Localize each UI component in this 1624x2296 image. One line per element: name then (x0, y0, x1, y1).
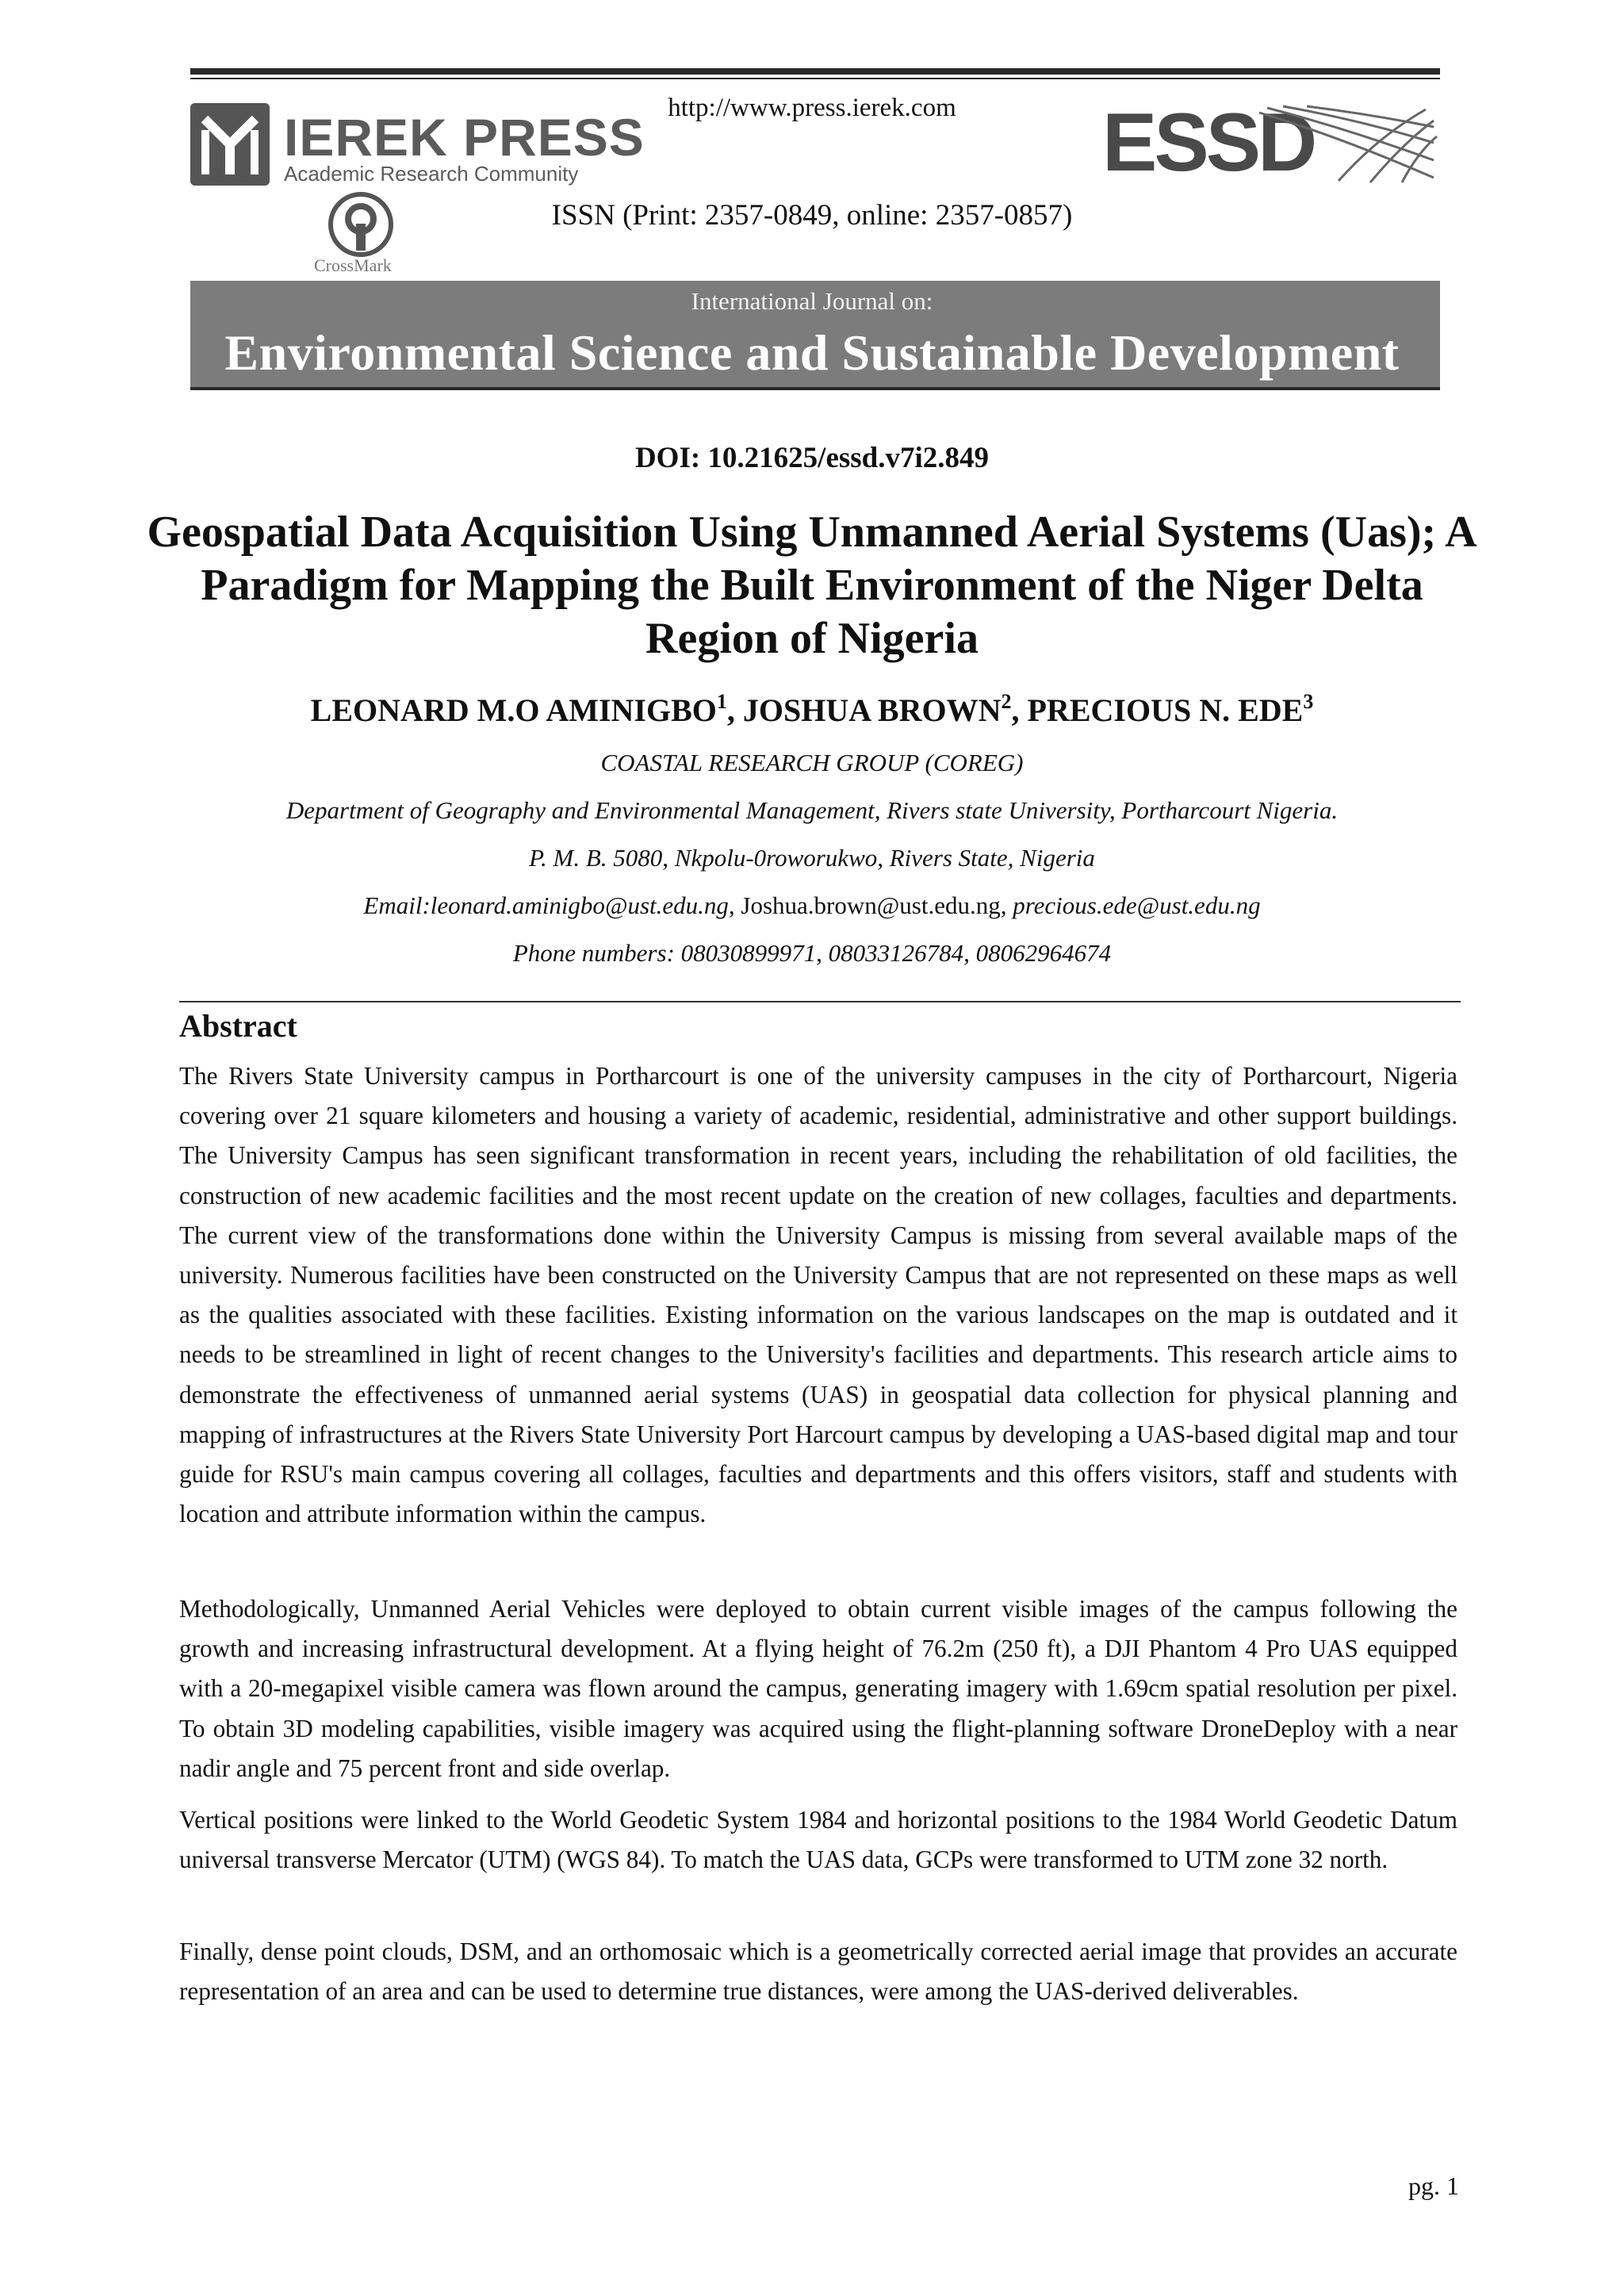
email-link[interactable]: Email:leonard.aminigbo@ust.edu.ng, (363, 891, 735, 919)
publisher-name: IEREK PRESS (284, 108, 645, 167)
phone-numbers: Phone numbers: 08030899971, 08033126784, 08062964674 (512, 939, 1112, 967)
globe-lines-icon (1101, 105, 1440, 184)
abstract-rule (179, 1001, 1461, 1002)
email-link[interactable]: , precious.ede@ust.edu.ng (1000, 891, 1261, 919)
banner-subtitle: International Journal on: (691, 287, 933, 315)
author-separator: , (726, 692, 743, 728)
postal-address: P. M. B. 5080, Nkpolu-0roworukwo, Rivers State, Nigeria (529, 844, 1095, 872)
email-line (0, 891, 1624, 920)
publisher-tagline: Academic Research Community (284, 162, 579, 186)
journal-url[interactable]: http://www.press.ierek.com (668, 94, 956, 122)
journal-title: Environmental Science and Sustainable Development (224, 324, 1400, 381)
top-rule-thin (190, 78, 1440, 79)
author-separator: , (1011, 692, 1028, 728)
abstract-paragraph: The Rivers State University campus in Portharcourt is one of the university campuses in the city of Portharcourt, Nigeria covering over 21 square kilometers and housing a variety of academic, residential, administrative and other support buildings. The University Campus has seen significant transformation in recent years, including the rehabilitation of old facilities, the construction of new academic facilities and the most recent update on the creation of new collages, faculties and departments. The current view of the transformations done within the University Campus is missing from several available maps of the university. Numerous facilities have been constructed on the University Campus that are not represented on these maps as well as the qualities associated with these facilities. Existing information on the various landscapes on the map is outdated and it needs to be streamlined in light of recent changes to the University's facilities and departments. This research article aims to demonstrate the effectiveness of unmanned aerial systems (UAS) in geospatial data collection for physical planning and mapping of infrastructures at the Rivers State University Port Harcourt campus by developing a UAS-based digital map and tour guide for RSU's main campus covering all collages, faculties and departments and this offers visitors, staff and students with location and attribute information within the campus. (179, 1062, 1457, 1528)
author-name: LEONARD M.O AMINIGBO (310, 692, 717, 728)
research-group: COASTAL RESEARCH GROUP (COREG) (600, 749, 1024, 776)
department: Department of Geography and Environmental Management, Rivers state University, Portharcourt Nigeria. (285, 796, 1339, 824)
article-title: Geospatial Data Acquisition Using Unmanned Aerial Systems (Uas); A Paradigm for Mapping the Built Environment of the Niger Delta Region of Nigeria (147, 508, 1477, 663)
author-affiliation-mark: 2 (1001, 690, 1012, 713)
banner-rule (190, 387, 1440, 390)
email-link[interactable]: Joshua.brown@ust.edu.ng (741, 891, 1001, 919)
author-list (0, 692, 1624, 729)
author-affiliation-mark: 3 (1303, 690, 1314, 713)
author-name: PRECIOUS N. EDE (1027, 692, 1304, 728)
ierek-logo-icon (190, 103, 270, 186)
crossmark-label: CrossMark (314, 255, 392, 275)
page-number: pg. 1 (1408, 2171, 1459, 2200)
abstract-paragraph: Finally, dense point clouds, DSM, and an orthomosaic which is a geometrically corrected aerial image that provides an accurate representation of an area and can be used to determine true distances, were among the UAS-derived deliverables. (179, 1938, 1457, 2006)
abstract-paragraph: Methodologically, Unmanned Aerial Vehicles were deployed to obtain current visible images of the campus following the growth and increasing infrastructural development. At a flying height of 76.2m (250 ft), a DJI Phantom 4 Pro UAS equipped with a 20-megapixel visible camera was flown around the campus, generating imagery with 1.69cm spatial resolution per pixel. To obtain 3D modeling capabilities, visible imagery was acquired using the flight-planning software DroneDeploy with a near nadir angle and 75 percent front and side overlap. (179, 1595, 1457, 1782)
author-affiliation-mark: 1 (716, 690, 727, 713)
doi[interactable]: DOI: 10.21625/essd.v7i2.849 (634, 442, 990, 474)
abstract-heading: Abstract (179, 1008, 297, 1044)
author-name: JOSHUA BROWN (742, 692, 1002, 728)
top-rule (190, 68, 1440, 75)
essd-logo: ESSD (1102, 97, 1315, 189)
abstract-paragraph: Vertical positions were linked to the World Geodetic System 1984 and horizontal positions to the 1984 World Geodetic Datum universal transverse Mercator (UTM) (WGS 84). To match the UAS data, GCPs were transformed to UTM zone 32 north. (179, 1806, 1457, 1874)
issn: ISSN (Print: 2357-0849, online: 2357-0857) (551, 199, 1073, 232)
